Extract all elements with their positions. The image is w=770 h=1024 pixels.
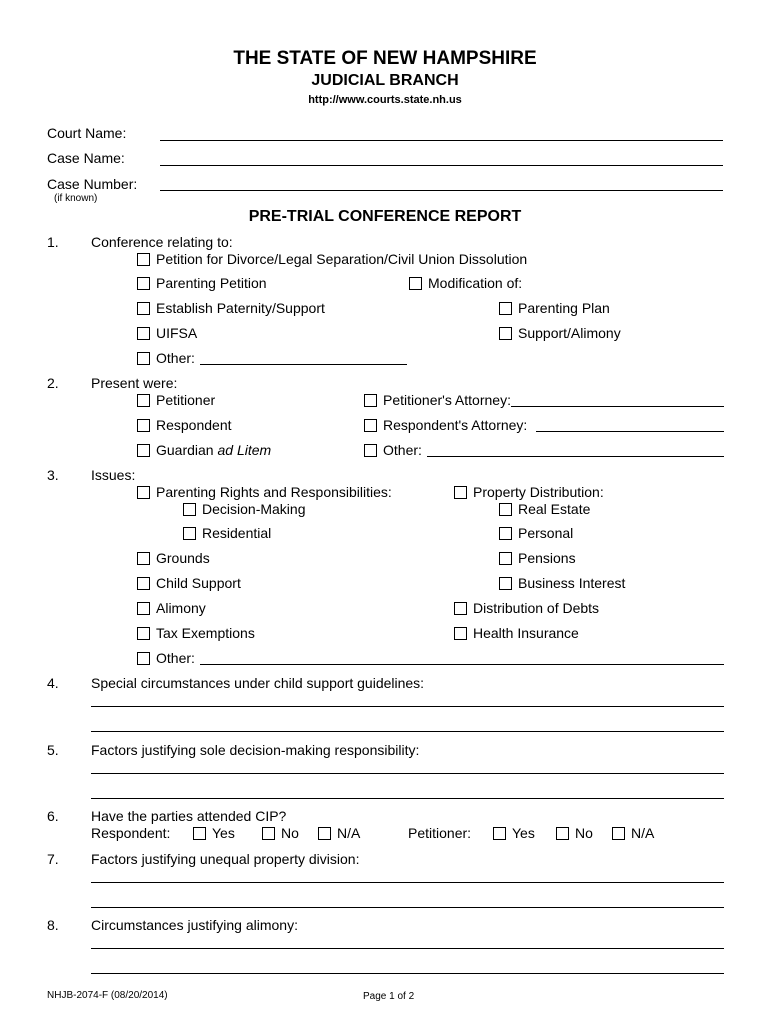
- s1-other-checkbox[interactable]: [137, 352, 150, 365]
- s7-number: 7.: [47, 851, 59, 867]
- s2-other-field[interactable]: [427, 456, 724, 457]
- cip-respondent-na-label: N/A: [337, 825, 361, 841]
- case-number-label: Case Number:: [47, 176, 138, 192]
- pensions-checkbox[interactable]: [499, 552, 512, 565]
- tax-exemptions-label: Tax Exemptions: [156, 625, 255, 641]
- s5-field-line-2[interactable]: [91, 798, 724, 799]
- real-estate-checkbox[interactable]: [499, 503, 512, 516]
- s8-field-line-1[interactable]: [91, 948, 724, 949]
- cip-respondent-no-checkbox[interactable]: [262, 827, 275, 840]
- property-distribution-checkbox[interactable]: [454, 486, 467, 499]
- health-insurance-label: Health Insurance: [473, 625, 579, 641]
- child-support-checkbox[interactable]: [137, 577, 150, 590]
- respondent-label: Respondent: [156, 417, 232, 433]
- s7-field-line-2[interactable]: [91, 907, 724, 908]
- s2-other-checkbox[interactable]: [364, 444, 377, 457]
- cip-respondent-na-checkbox[interactable]: [318, 827, 331, 840]
- case-number-field[interactable]: [160, 190, 723, 191]
- s1-number: 1.: [47, 234, 59, 250]
- health-insurance-checkbox[interactable]: [454, 627, 467, 640]
- petitioner-checkbox[interactable]: [137, 394, 150, 407]
- respondent-checkbox[interactable]: [137, 419, 150, 432]
- cip-respondent-no-label: No: [281, 825, 299, 841]
- pensions-label: Pensions: [518, 550, 576, 566]
- cip-petitioner-no-label: No: [575, 825, 593, 841]
- cip-petitioner-label: Petitioner:: [408, 825, 472, 841]
- guardian-text: Guardian: [156, 442, 214, 458]
- s6-label: Have the parties attended CIP?: [91, 808, 287, 824]
- court-name-field[interactable]: [160, 140, 723, 141]
- decision-making-label: Decision-Making: [202, 501, 306, 517]
- form-id: NHJB-2074-F (08/20/2014): [47, 990, 168, 1001]
- s4-field-line-2[interactable]: [91, 731, 724, 732]
- petitioner-attorney-field[interactable]: [511, 406, 724, 407]
- petition-label: Petition for Divorce/Legal Separation/Civil Union Dissolution: [156, 251, 528, 267]
- cip-respondent-yes-checkbox[interactable]: [193, 827, 206, 840]
- petitioner-attorney-checkbox[interactable]: [364, 394, 377, 407]
- distribution-debts-checkbox[interactable]: [454, 602, 467, 615]
- s3-other-field[interactable]: [200, 664, 724, 665]
- grounds-label: Grounds: [156, 550, 210, 566]
- parenting-rights-checkbox[interactable]: [137, 486, 150, 499]
- residential-checkbox[interactable]: [183, 527, 196, 540]
- respondent-attorney-label: Respondent's Attorney:: [383, 417, 528, 433]
- residential-label: Residential: [202, 525, 272, 541]
- court-url: http://www.courts.state.nh.us: [308, 94, 462, 106]
- s1-other-field[interactable]: [200, 364, 407, 365]
- respondent-attorney-checkbox[interactable]: [364, 419, 377, 432]
- petitioner-attorney-label: Petitioner's Attorney:: [383, 392, 511, 408]
- cip-petitioner-no-checkbox[interactable]: [556, 827, 569, 840]
- s5-field-line-1[interactable]: [91, 773, 724, 774]
- grounds-checkbox[interactable]: [137, 552, 150, 565]
- state-title: THE STATE OF NEW HAMPSHIRE: [233, 48, 537, 69]
- court-name-label: Court Name:: [47, 125, 127, 141]
- uifsa-checkbox[interactable]: [137, 327, 150, 340]
- alimony-checkbox[interactable]: [137, 602, 150, 615]
- form-title: PRE-TRIAL CONFERENCE REPORT: [248, 208, 522, 225]
- cip-respondent-yes-label: Yes: [212, 825, 235, 841]
- s7-field-line-1[interactable]: [91, 882, 724, 883]
- s8-field-line-2[interactable]: [91, 973, 724, 974]
- s1-other-label: Other:: [156, 350, 195, 366]
- case-name-field[interactable]: [160, 165, 723, 166]
- tax-exemptions-checkbox[interactable]: [137, 627, 150, 640]
- s4-number: 4.: [47, 675, 59, 691]
- parenting-petition-label: Parenting Petition: [156, 275, 267, 291]
- cip-respondent-label: Respondent:: [91, 825, 171, 841]
- support-alimony-checkbox[interactable]: [499, 327, 512, 340]
- s5-label: Factors justifying sole decision-making responsibility:: [91, 742, 420, 758]
- s7-label: Factors justifying unequal property division:: [91, 851, 360, 867]
- personal-checkbox[interactable]: [499, 527, 512, 540]
- s3-label: Issues:: [91, 467, 136, 483]
- support-alimony-label: Support/Alimony: [518, 325, 621, 341]
- branch-title: JUDICIAL BRANCH: [311, 72, 459, 89]
- parenting-plan-label: Parenting Plan: [518, 300, 610, 316]
- modification-checkbox[interactable]: [409, 277, 422, 290]
- page-number: Page 1 of 2: [363, 991, 415, 1002]
- s4-label: Special circumstances under child support guidelines:: [91, 675, 425, 691]
- uifsa-label: UIFSA: [156, 325, 198, 341]
- s1-label: Conference relating to:: [91, 234, 233, 250]
- s3-other-checkbox[interactable]: [137, 652, 150, 665]
- s5-number: 5.: [47, 742, 59, 758]
- cip-petitioner-yes-checkbox[interactable]: [493, 827, 506, 840]
- business-interest-label: Business Interest: [518, 575, 626, 591]
- personal-label: Personal: [518, 525, 574, 541]
- s2-label: Present were:: [91, 375, 178, 391]
- parenting-rights-label: Parenting Rights and Responsibilities:: [156, 484, 392, 500]
- respondent-attorney-field[interactable]: [536, 431, 724, 432]
- alimony-label: Alimony: [156, 600, 206, 616]
- paternity-checkbox[interactable]: [137, 302, 150, 315]
- cip-petitioner-na-label: N/A: [631, 825, 655, 841]
- case-name-label: Case Name:: [47, 150, 125, 166]
- property-distribution-label: Property Distribution:: [473, 484, 604, 500]
- s4-field-line-1[interactable]: [91, 706, 724, 707]
- if-known-note: (if known): [54, 193, 98, 204]
- petition-checkbox[interactable]: [137, 253, 150, 266]
- s6-number: 6.: [47, 808, 59, 824]
- guardian-checkbox[interactable]: [137, 444, 150, 457]
- s8-label: Circumstances justifying alimony:: [91, 917, 298, 933]
- guardian-label: [156, 442, 271, 458]
- cip-petitioner-yes-label: Yes: [512, 825, 535, 841]
- parenting-plan-checkbox[interactable]: [499, 302, 512, 315]
- business-interest-checkbox[interactable]: [499, 577, 512, 590]
- paternity-label: Establish Paternity/Support: [156, 300, 325, 316]
- ad-litem-text: ad Litem: [217, 442, 272, 458]
- s3-number: 3.: [47, 467, 59, 483]
- s8-number: 8.: [47, 917, 59, 933]
- decision-making-checkbox[interactable]: [183, 503, 196, 516]
- s2-number: 2.: [47, 375, 59, 391]
- modification-label: Modification of:: [428, 275, 523, 291]
- parenting-petition-checkbox[interactable]: [137, 277, 150, 290]
- s3-other-label: Other:: [156, 650, 195, 666]
- child-support-label: Child Support: [156, 575, 241, 591]
- petitioner-label: Petitioner: [156, 392, 216, 408]
- cip-petitioner-na-checkbox[interactable]: [612, 827, 625, 840]
- real-estate-label: Real Estate: [518, 501, 591, 517]
- distribution-debts-label: Distribution of Debts: [473, 600, 600, 616]
- s2-other-label: Other:: [383, 442, 422, 458]
